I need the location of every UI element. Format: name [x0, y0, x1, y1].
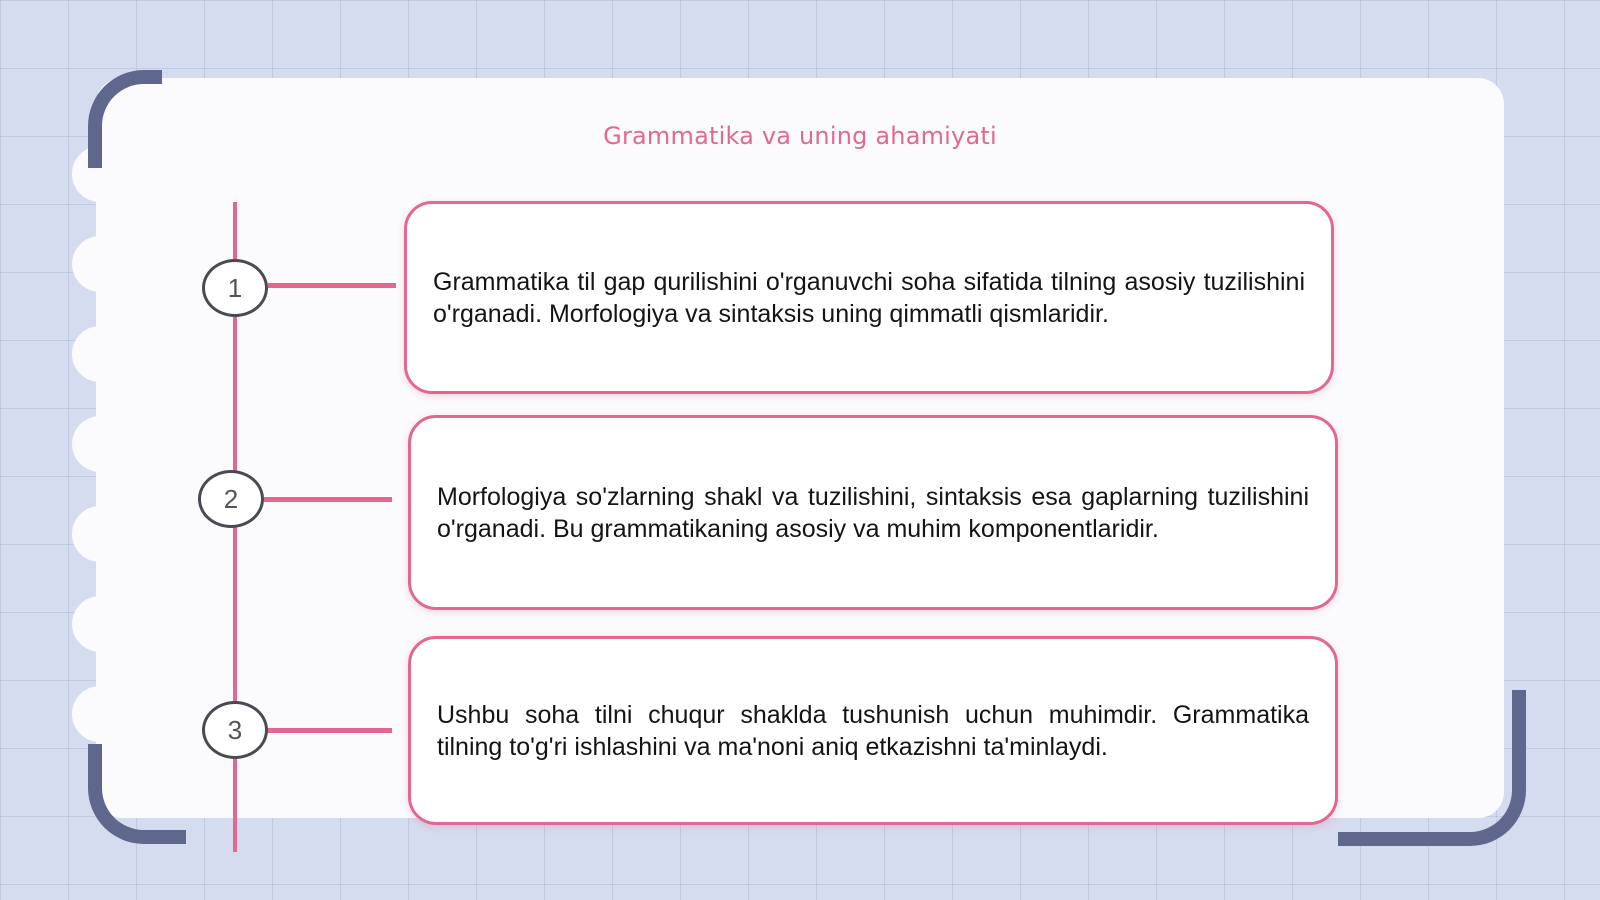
step-box-2: [408, 415, 1338, 610]
card-scallop: [72, 236, 128, 292]
timeline-connector: [268, 728, 392, 733]
card-scallop: [72, 326, 128, 382]
card-scallop: [72, 416, 128, 472]
step-number-circle: 3: [202, 701, 268, 759]
card-scallop: [72, 506, 128, 562]
step-text: Grammatika til gap qurilishini o'rganuvchi soha sifatida tilning asosiy tuzilishini o'rganadi. Morfologiya va sintaksis uning qimmatli qismlaridir.: [433, 267, 1305, 328]
card-scallop: [72, 686, 128, 742]
step-text: Ushbu soha tilni chuqur shaklda tushunish uchun muhimdir. Grammatika tilning to'g'ri ishlashini va ma'noni aniq etkazishni ta'minlaydi.: [437, 700, 1309, 761]
step-number-circle: 2: [198, 470, 264, 528]
frame-corner-top-left: [88, 70, 162, 168]
step-number-circle: 1: [202, 259, 268, 317]
step-box-1: [404, 201, 1334, 394]
card-scallop: [72, 596, 128, 652]
step-text: Morfologiya so'zlarning shakl va tuzilishini, sintaksis esa gaplarning tuzilishini o'rganadi. Bu grammatikaning asosiy va muhim komponentlaridir.: [437, 482, 1309, 543]
frame-corner-bottom-left: [88, 744, 186, 844]
timeline-connector: [264, 497, 392, 502]
step-box-3: [408, 636, 1338, 825]
frame-corner-bottom-right: [1338, 690, 1526, 846]
timeline-connector: [268, 283, 396, 288]
slide-title: Grammatika va uning ahamiyati: [603, 122, 997, 150]
